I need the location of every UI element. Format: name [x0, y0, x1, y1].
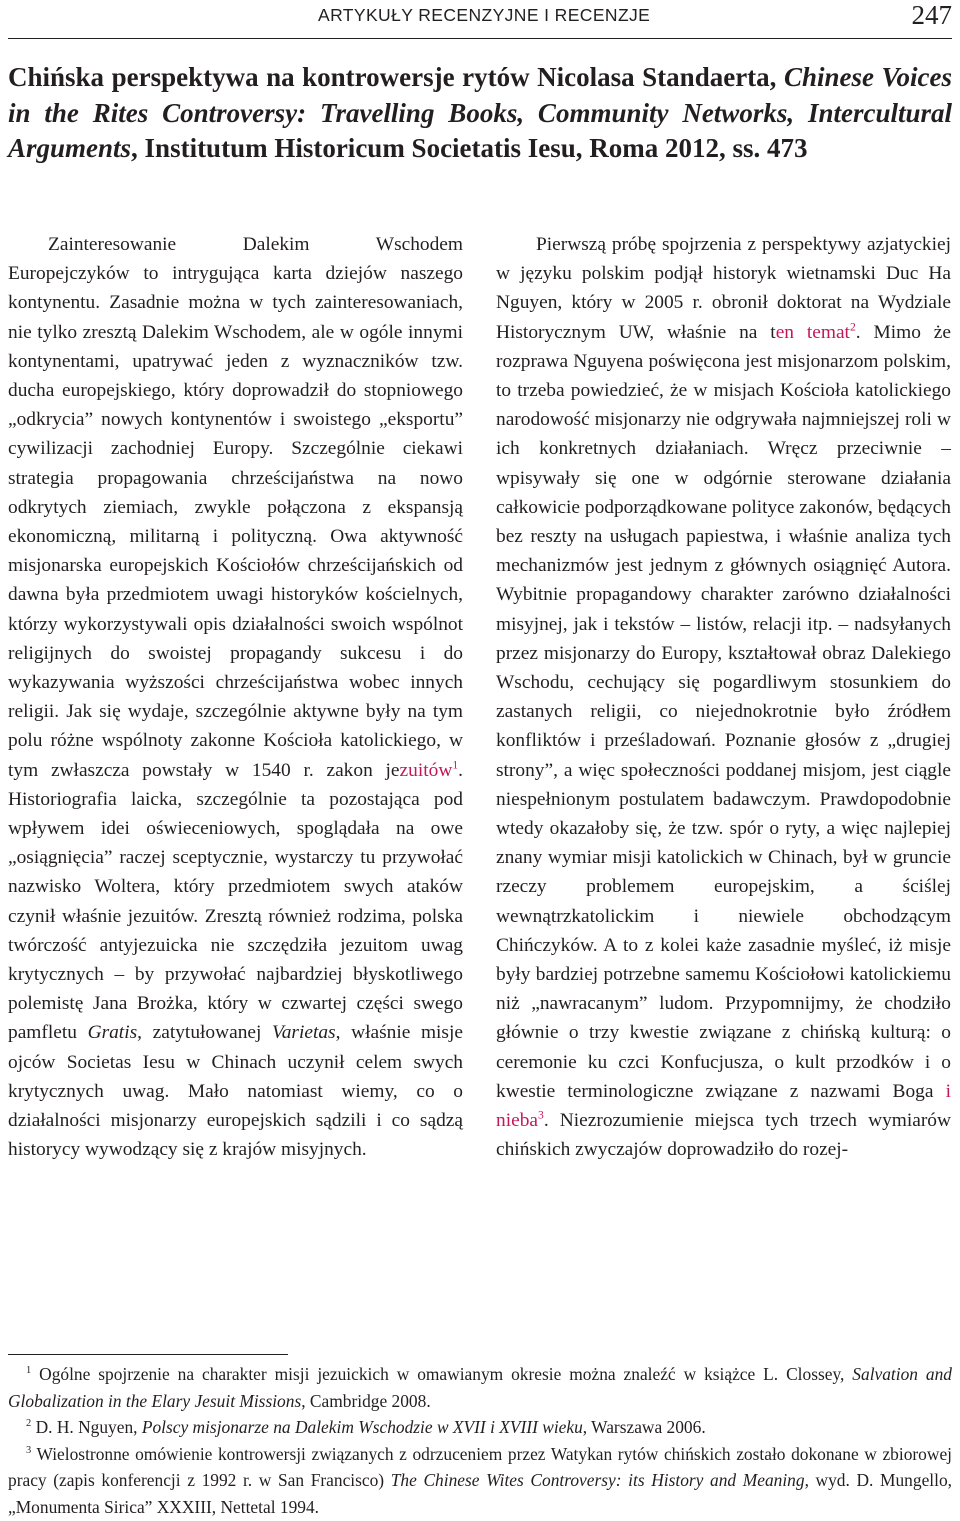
text-run: . Mimo że rozprawa Nguyena poświęcona jest misjonarzom polskim, to trzeba powiedzieć, że w misjach Kościoła katolickiego narodowość misjonarzy nie odgrywała najmniejszej roli w ich konkretnych działaniach. Wręcz przeciwnie – wpisywały się one w odgórnie sterowane działania całkowicie podporządkowane polityce zakonów, będących bez reszty na usługach papiestwa, i właśnie analiza tych mechanizmów jest jednym z głównych osiągnięć Autora. Wybitnie propagandowy charakter zarówno działalności misyjnej, jak i tekstów – listów, relacji itp. – nadsyłanych przez misjonarzy do Europy, kształtował obraz Dalekiego Wschodu, cechujący się pogardliwym stosunkiem do zastanych religii, co niejednokrotnie było źródłem konfliktów i prześladowań. Poznanie głosów z „drugiej strony”, a więc społeczności poddanej misjom, jest ciągle niespełnionym postulatem badawczym. Prawdopodobnie wtedy okazałoby się, że tzw. spór o ryty, a więc najlepiej znany wymiar misji katolickich w Chinach, był w gruncie rzeczy problemem europejskim, a ściślej wewnątrzkatolickim i niewiele obchodzącym Chińczyków. A to z kolei każe zasadnie myśleć, iż misje były bardziej potrzebne samemu Kościołowi katolickiemu niż „nawracanym” ludom. Przypomnijmy, że chodziło głównie o trzy kwestie związane z chińską kulturą: o ceremonie ku czci Konfucjusza, o kult przodków i o kwestie terminologiczne związane z nazwami Boga	[496, 321, 951, 1102]
text-run: Ogólne spojrzenie na charakter misji jezuickich w omawianym okresie można znaleźć w książce L. Clossey,	[31, 1364, 853, 1384]
running-head: ARTYKUŁY RECENZYJNE I RECENZJE	[318, 5, 651, 25]
italic-text-run: Varietas	[272, 1022, 336, 1044]
text-run: , wyd. D. Mungello, „Monumenta Sirica” XXXIII, Nettetal 1994.	[8, 1470, 952, 1517]
footnote-marker: 2	[26, 1418, 32, 1430]
text-run: , zatytułowanej	[137, 1022, 273, 1044]
footnote-1	[8, 1361, 952, 1414]
footnote-marker: 3	[26, 1444, 32, 1456]
italic-text-run: Salvation and Globalization in the Elary Jesuit Missions	[8, 1364, 953, 1411]
footnote-marker[interactable]: 2	[849, 320, 856, 334]
text-run: Wielostronne omówienie kontrowersji związanych z odrzuceniem przez Watykan rytów chińskich zostało dokonane w zbiorowej pracy (zapis konferencji z 1992 r. w San Francisco)	[8, 1443, 952, 1491]
text-run: , Institutum Historicum Societatis Iesu, Roma 2012, ss. 473	[131, 133, 808, 163]
footnotes	[8, 1361, 952, 1521]
text-run: Zainteresowanie Dalekim Wschodem Europejczyków to intrygująca karta dziejów naszego kontynentu. Zasadnie można w tych zainteresowaniach, nie tylko zresztą Dalekim Wschodem, ale w ogóle innymi kontynentami, upatrywać jeden z wyznaczników tzw. ducha europejskiego, który doprowadził do stopniowego „odkrycia” nowych kontynentów i swoistego „eksportu” cywilizacji zachodniej Europy. Szczególnie ciekawi strategia propagowania chrześcijaństwa na nowo odkrytych ziemiach, zwykle połączona z ekspansją ekonomiczną, militarną i polityczną. Owa aktywność misjonarska europejskich Kościołów chrześcijańskich od dawna była przedmiotem uwagi historyków kościelnych, którzy wykorzystywali opis działalności swoich wspólnot religijnych do swoistej propagandy sukcesu i do wykazywania wyższości chrześcijaństwa wobec innych religii. Jak się wydaje, szczególnie aktywne były na tym polu różne wspólnoty zakonne Kościoła katolickiego, w tym zwłaszcza powstały w 1540 r. zakon je	[8, 234, 463, 781]
footnote-link-text[interactable]: i nieba	[496, 1080, 951, 1132]
footnote-marker: 1	[26, 1365, 32, 1377]
text-run: , Warszawa 2006.	[582, 1417, 706, 1438]
footnote-2	[8, 1414, 952, 1441]
italic-text-run: The Chinese Wites Controversy: its History and Meaning	[390, 1470, 805, 1491]
footnote-link-text[interactable]: en temat	[775, 321, 850, 343]
text-run: . Historiografia laicka, szczególnie ta pozostająca pod wpływem idei oświeceniowych, spoglądała na owe „osiągnięcia” raczej sceptycznie, wystarczy tu przywołać nazwisko Woltera, który przedmiotem swych ataków czynił właśnie jezuitów. Zresztą również rodzima, polska twórczość antyjezuicka nie szczędziła jezuitom uwag krytycznych – by przywołać najbardziej błyskotliwego polemistę Jana Brożka, który w czwartej części swego pamfletu	[8, 759, 463, 1044]
right-column	[496, 230, 951, 1165]
body-paragraph-right	[496, 230, 951, 1165]
footnote-marker[interactable]: 3	[538, 1108, 544, 1122]
text-run: , właśnie misje ojców Societas Iesu w Chinach uczynił celem swych krytycznych uwag. Mało natomiast wiemy, co o działalności misjonarzy europejskich sądzili i co sądzą historycy wywodzący się z krajów misyjnych.	[8, 1022, 463, 1161]
body-paragraph-left	[8, 230, 463, 1165]
text-run: Chińska perspektywa na kontrowersje rytów Nicolasa Standaerta,	[8, 62, 784, 92]
text-run: D. H. Nguyen,	[31, 1417, 142, 1438]
left-column	[8, 230, 463, 1165]
italic-text-run: Polscy misjonarze na Dalekim Wschodzie w XVII i XVIII wieku	[141, 1417, 583, 1438]
italic-text-run: Chinese Voices in the Rites Controversy: Travelling Books, Community Networks, Intercultural Arguments	[8, 62, 952, 163]
footnote-link-text[interactable]: zuitów	[399, 759, 453, 781]
text-run: , Cambridge 2008.	[301, 1390, 431, 1411]
text-run: Pierwszą próbę spojrzenia z perspektywy azjatyckiej w języku polskim podjął historyk wietnamski Duc Ha Nguyen, który w 2005 r. obronił doktorat na Wydziale Historycznym UW, właśnie na t	[496, 234, 951, 343]
page-number: 247	[911, 0, 952, 30]
footnote-3	[8, 1441, 952, 1521]
review-title	[8, 60, 952, 167]
italic-text-run: Gratis	[87, 1022, 138, 1044]
header-rule	[8, 38, 952, 39]
footnote-marker[interactable]: 1	[452, 758, 459, 772]
text-run: . Niezrozumienie miejsca tych trzech wymiarów chińskich zwyczajów doprowadziło do rozej-	[496, 1110, 951, 1161]
footnote-rule	[8, 1354, 288, 1355]
